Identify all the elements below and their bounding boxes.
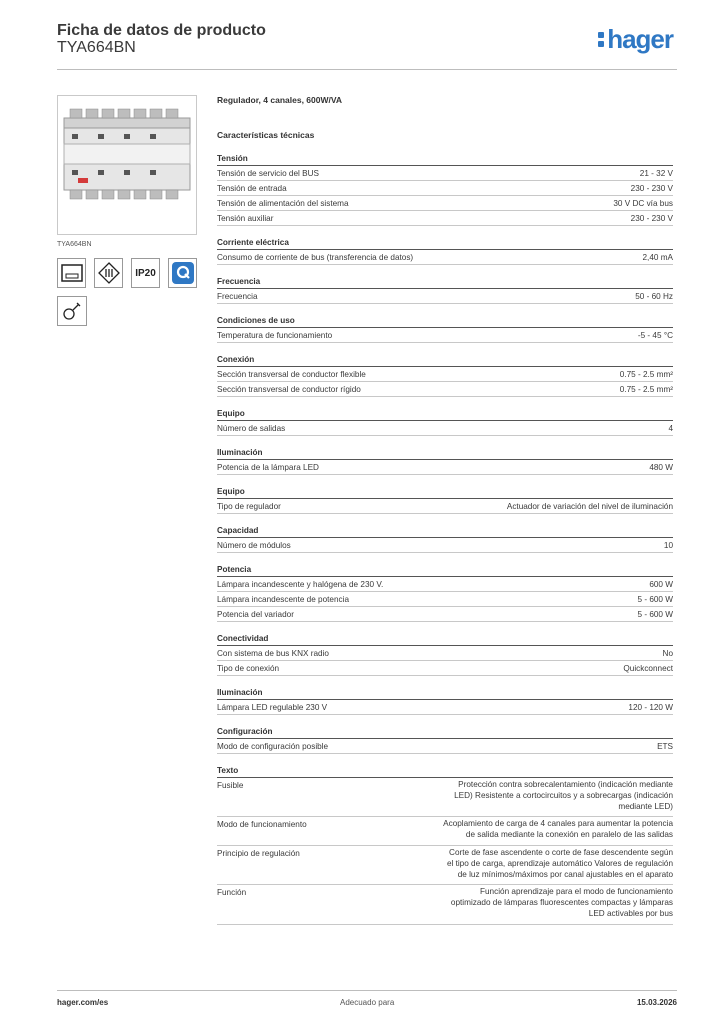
specifications-panel	[217, 95, 673, 925]
spec-row	[217, 421, 673, 436]
certification-icons-row-2	[57, 296, 197, 326]
spec-label: Temperatura de funcionamiento	[217, 331, 333, 340]
spec-label: Tensión de servicio del BUS	[217, 169, 319, 178]
spec-label: Tensión de alimentación del sistema	[217, 199, 349, 208]
spec-row	[217, 460, 673, 475]
certification-icons	[57, 258, 197, 288]
spec-label: Fusible	[217, 781, 244, 790]
product-image	[57, 95, 197, 235]
spec-label: Lámpara incandescente de potencia	[217, 595, 350, 604]
ip20-badge: IP20	[131, 258, 160, 288]
spec-label: Frecuencia	[217, 292, 258, 301]
spec-section	[217, 565, 673, 622]
spec-row	[217, 166, 673, 181]
spec-section	[217, 316, 673, 343]
spec-row	[217, 739, 673, 754]
footer-date: 15.03.2026	[636, 998, 677, 1007]
spec-value: No	[662, 649, 673, 658]
knx-icon	[57, 258, 86, 288]
spec-value: Función aprendizaje para el modo de funcionamiento optimizado de lámparas fluorescentes compactas y lámparas LED activables por bus	[450, 887, 673, 918]
spec-row	[217, 499, 673, 514]
spec-row	[217, 196, 673, 211]
spec-section	[217, 526, 673, 553]
spec-row	[217, 577, 673, 592]
spec-label: Función	[217, 888, 247, 898]
spec-value: 230 - 230 V	[630, 214, 673, 223]
spec-section	[217, 634, 673, 676]
spec-value: 480 W	[649, 463, 673, 472]
spec-row	[217, 885, 673, 924]
spec-row	[217, 592, 673, 607]
spec-value: -5 - 45 °C	[637, 331, 673, 340]
page-header	[57, 22, 677, 70]
logo-dots-icon	[598, 28, 604, 46]
section-title: Tensión	[217, 154, 673, 166]
product-sidebar	[57, 95, 197, 326]
spec-value: 2,40 mA	[642, 253, 673, 262]
spec-row	[217, 661, 673, 676]
spec-row	[217, 250, 673, 265]
spec-row	[217, 181, 673, 196]
spec-row	[217, 700, 673, 715]
section-title: Conectividad	[217, 634, 673, 646]
spec-value: 0.75 - 2.5 mm²	[619, 370, 673, 379]
section-title: Condiciones de uso	[217, 316, 673, 328]
spec-section	[217, 448, 673, 475]
spec-section	[217, 727, 673, 754]
spec-value: Protección contra sobrecalentamiento (indicación mediante LED) Resistente a cortocircuitos y a sobrecargas (indicación mediante LED)	[454, 780, 673, 811]
spec-label: Tipo de conexión	[217, 664, 280, 673]
section-title: Potencia	[217, 565, 673, 577]
spec-section	[217, 688, 673, 715]
spec-label: Tensión de entrada	[217, 184, 287, 193]
spec-row	[217, 367, 673, 382]
spec-value: 21 - 32 V	[639, 169, 673, 178]
spec-section	[217, 766, 673, 925]
footer-url[interactable]: hager.com/es	[57, 998, 109, 1007]
product-code: TYA664BN	[57, 39, 136, 56]
spec-value: 30 V DC vía bus	[613, 199, 673, 208]
section-title: Conexión	[217, 355, 673, 367]
spec-row	[217, 646, 673, 661]
spec-label: Lámpara incandescente y halógena de 230 V.	[217, 580, 384, 589]
spec-value: 5 - 600 W	[637, 595, 673, 604]
characteristics-title: Características técnicas	[217, 130, 315, 140]
section-title: Texto	[217, 766, 673, 778]
spec-label: Tipo de regulador	[217, 502, 281, 511]
spec-section	[217, 487, 673, 514]
spec-row	[217, 382, 673, 397]
spec-row	[217, 538, 673, 553]
page-footer	[57, 990, 677, 1008]
spec-label: Lámpara LED regulable 230 V	[217, 703, 328, 712]
spec-label: Modo de funcionamiento	[217, 820, 307, 830]
spec-row	[217, 846, 673, 885]
spec-label: Potencia de la lámpara LED	[217, 463, 319, 472]
spec-label: Número de módulos	[217, 541, 291, 550]
page-title: Ficha de datos de producto	[57, 22, 266, 39]
spec-row	[217, 211, 673, 226]
spec-row	[217, 817, 673, 846]
section-title: Capacidad	[217, 526, 673, 538]
product-name: Regulador, 4 canales, 600W/VA	[217, 95, 343, 105]
spec-row	[217, 289, 673, 304]
spec-value: Actuador de variación del nivel de iluminación	[506, 502, 673, 511]
spec-label: Modo de configuración posible	[217, 742, 329, 751]
spec-section	[217, 355, 673, 397]
spec-label: Número de salidas	[217, 424, 286, 433]
spec-row	[217, 778, 673, 817]
section-title: Equipo	[217, 487, 673, 499]
knx-dimmer-module-icon	[58, 96, 196, 234]
ce-icon	[94, 258, 123, 288]
spec-label: Principio de regulación	[217, 848, 300, 858]
spec-value: 120 - 120 W	[628, 703, 673, 712]
spec-value: ETS	[657, 742, 673, 751]
spec-value: 4	[668, 424, 673, 433]
spec-section	[217, 238, 673, 265]
image-caption: TYA664BN	[57, 241, 92, 248]
spec-label: Con sistema de bus KNX radio	[217, 649, 329, 658]
section-title: Equipo	[217, 409, 673, 421]
quickconnect-icon	[168, 258, 197, 288]
spec-section	[217, 154, 673, 226]
spec-section	[217, 409, 673, 436]
spec-value: Corte de fase ascendente o corte de fase descendente según el tipo de carga, aprendizaje automático Valores de regulación de luz mínimos/máximos por canal ajustables en el aparato	[446, 847, 673, 879]
spec-label: Sección transversal de conductor flexible	[217, 370, 366, 379]
spec-section	[217, 277, 673, 304]
section-title: Corriente eléctrica	[217, 238, 673, 250]
section-title: Iluminación	[217, 448, 673, 460]
section-title: Frecuencia	[217, 277, 673, 289]
spec-label: Sección transversal de conductor rígido	[217, 385, 361, 394]
footer-center: Adecuado para	[340, 998, 395, 1007]
spec-value: 10	[663, 541, 673, 550]
spec-value: 5 - 600 W	[637, 610, 673, 619]
spec-value: 0.75 - 2.5 mm²	[619, 385, 673, 394]
spec-value: Acoplamiento de carga de 4 canales para aumentar la potencia de salida mediante la conexión en paralelo de las salidas	[443, 819, 673, 840]
spec-sections	[217, 154, 673, 925]
section-title: Iluminación	[217, 688, 673, 700]
section-title: Configuración	[217, 727, 673, 739]
spec-label: Potencia del variador	[217, 610, 294, 619]
spec-label: Tensión auxiliar	[217, 214, 274, 223]
spec-row	[217, 328, 673, 343]
hager-logo[interactable]: hager	[598, 24, 673, 55]
spec-value: 230 - 230 V	[630, 184, 673, 193]
screwdriver-icon	[57, 296, 87, 326]
spec-row	[217, 607, 673, 622]
spec-label: Consumo de corriente de bus (transferencia de datos)	[217, 253, 414, 262]
spec-value: 600 W	[649, 580, 673, 589]
spec-value: 50 - 60 Hz	[635, 292, 673, 301]
spec-value: Quickconnect	[623, 664, 673, 673]
